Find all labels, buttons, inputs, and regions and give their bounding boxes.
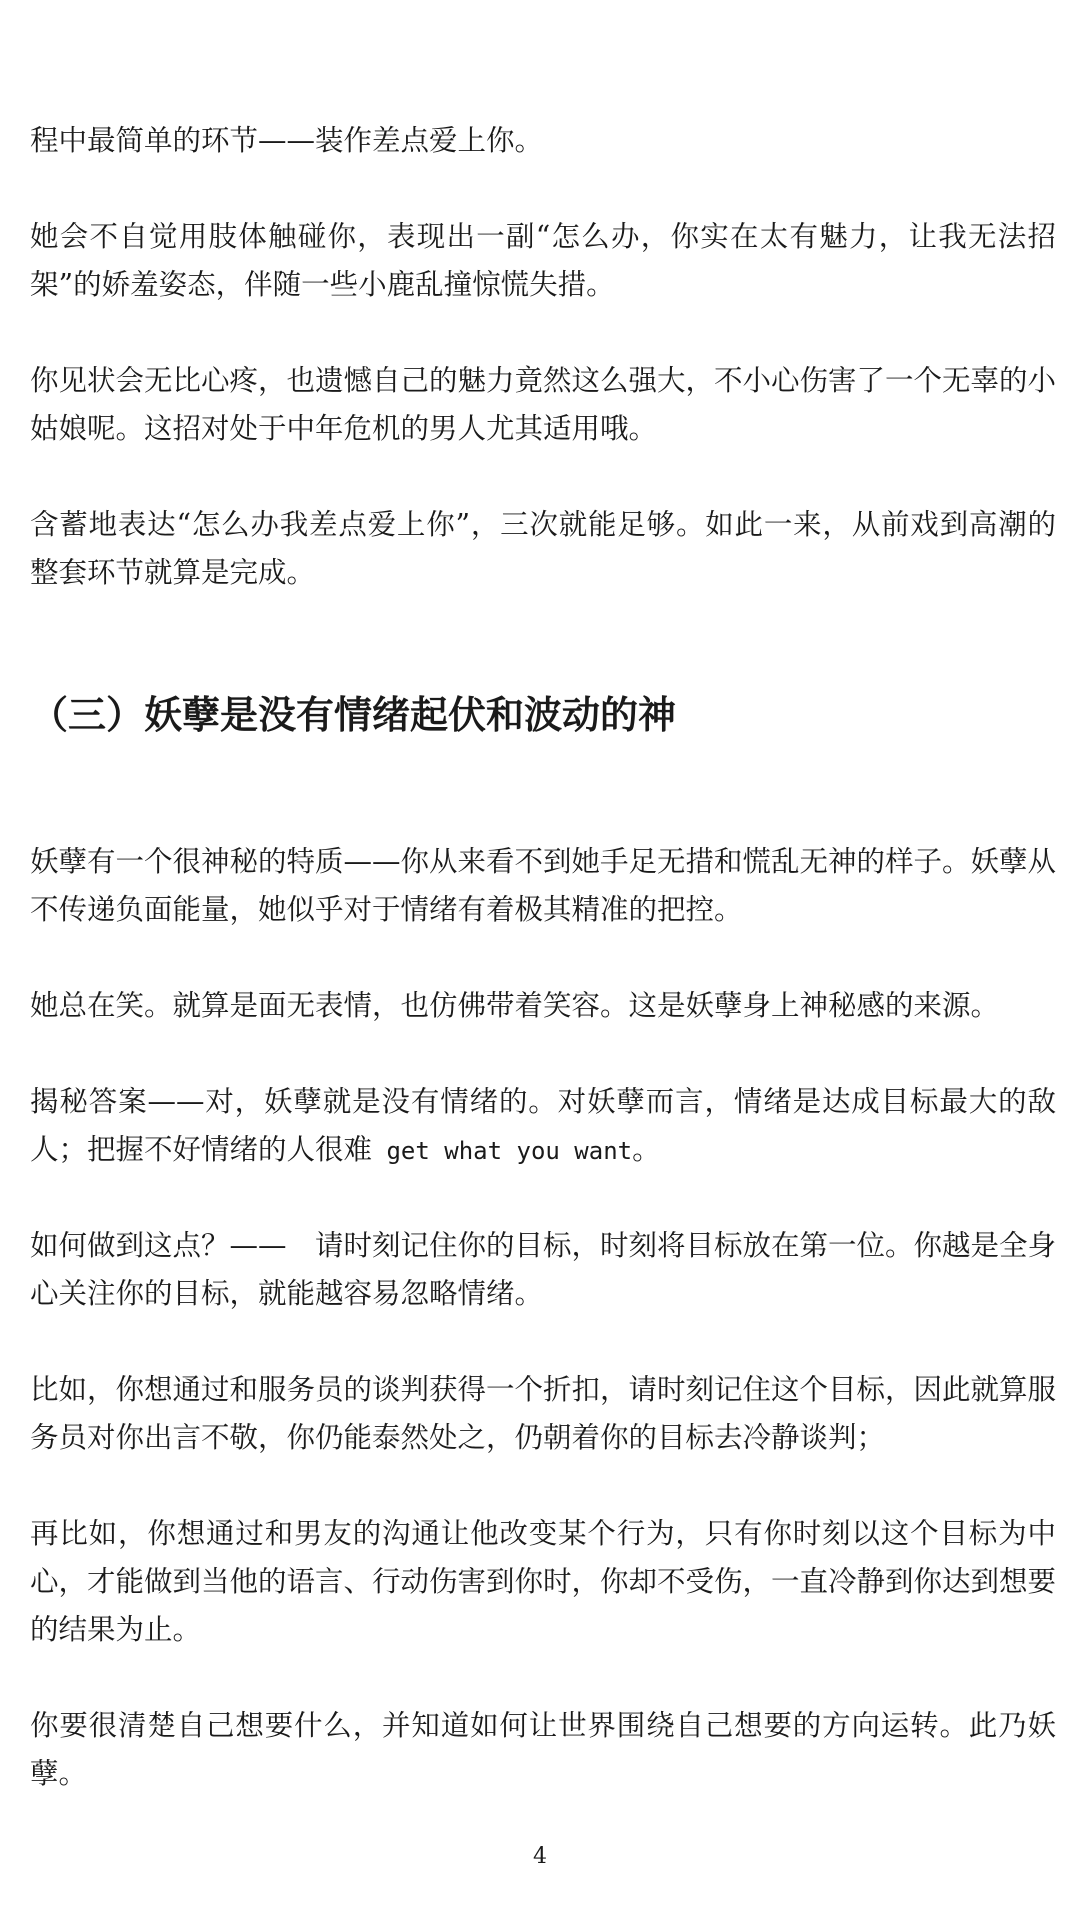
english-phrase: get what you want bbox=[372, 1137, 633, 1165]
paragraph-1: 程中最简单的环节——装作差点爱上你。 bbox=[30, 124, 544, 157]
section-paragraph-1: 妖孽有一个很神秘的特质——你从来看不到她手足无措和慌乱无神的样子。妖孽从不传递负面能量，她似乎对于情绪有着极其精准的把控。 bbox=[30, 845, 1057, 926]
page-number: 4 bbox=[533, 1844, 547, 1869]
section-heading: （三）妖孽是没有情绪起伏和波动的神 bbox=[30, 693, 677, 737]
paragraph-period: 。 bbox=[632, 1133, 661, 1166]
section-paragraph-5: 比如，你想通过和服务员的谈判获得一个折扣，请时刻记住这个目标，因此就算服务员对你出言不敬，你仍能泰然处之，仍朝着你的目标去冷静谈判； bbox=[30, 1373, 1057, 1454]
section-paragraph-4: 如何做到这点？—— 请时刻记住你的目标，时刻将目标放在第一位。你越是全身心关注你的目标，就能越容易忽略情绪。 bbox=[30, 1229, 1057, 1310]
section-paragraph-3-text: 揭秘答案——对，妖孽就是没有情绪的。对妖孽而言，情绪是达成目标最大的敌人；把握不好情绪的人很难 bbox=[30, 1085, 1056, 1166]
section-paragraph-2: 她总在笑。就算是面无表情，也仿佛带着笑容。这是妖孽身上神秘感的来源。 bbox=[30, 989, 1000, 1022]
section-paragraph-3 bbox=[30, 1078, 1056, 1175]
paragraph-2: 她会不自觉用肢体触碰你，表现出一副“怎么办，你实在太有魅力，让我无法招架”的娇羞姿态，伴随一些小鹿乱撞惊慌失措。 bbox=[30, 220, 1056, 301]
section-paragraph-7: 你要很清楚自己想要什么，并知道如何让世界围绕自己想要的方向运转。此乃妖孽。 bbox=[30, 1709, 1056, 1790]
paragraph-4: 含蓄地表达“怎么办我差点爱上你”，三次就能足够。如此一来，从前戏到高潮的整套环节就算是完成。 bbox=[30, 508, 1056, 589]
section-paragraph-6: 再比如，你想通过和男友的沟通让他改变某个行为，只有你时刻以这个目标为中心，才能做到当他的语言、行动伤害到你时，你却不受伤，一直冷静到你达到想要的结果为止。 bbox=[30, 1517, 1057, 1646]
paragraph-3: 你见状会无比心疼，也遗憾自己的魅力竟然这么强大，不小心伤害了一个无辜的小姑娘呢。这招对处于中年危机的男人尤其适用哦。 bbox=[30, 364, 1057, 445]
